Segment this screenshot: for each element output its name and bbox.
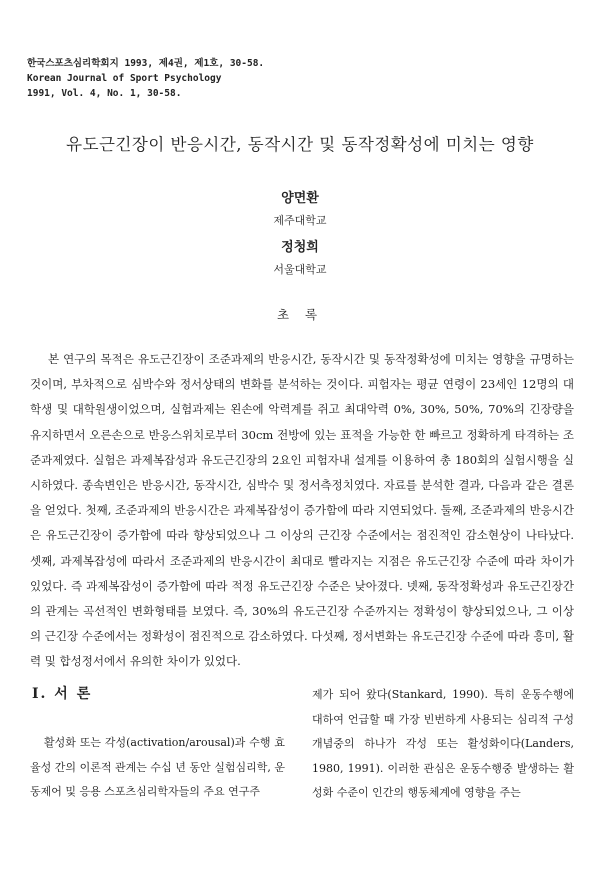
paper-title: 유도근긴장이 반응시간, 동작시간 및 동작정확성에 미치는 영향 (66, 135, 534, 154)
author-affiliation-1: 제주대학교 (273, 214, 327, 227)
right-column (312, 683, 574, 806)
author-name-1: 양면환 (281, 191, 319, 206)
intro-paragraph-right: 제가 되어 왔다(Stankard, 1990). 특히 운동수행에 대하여 언급할 때 가장 빈번하게 사용되는 심리적 구성개념중의 하나가 각성 또는 활성화이다(Landers, 1980, 1991). 이러한 관심은 운동수행중 발생하는 활성화 수준이 인간의 행동체계에 영향을 주는 (312, 688, 574, 799)
journal-line-english: Korean Journal of Sport Psychology (27, 73, 222, 84)
journal-line-korean: 한국스포츠심리학회지 1993, 제4권, 제1호, 30-58. (27, 58, 265, 69)
author-name-2: 정청희 (281, 240, 319, 255)
journal-citation (27, 56, 264, 101)
abstract-text: 본 연구의 목적은 유도근긴장이 조준과제의 반응시간, 동작시간 및 동작정확성에 미치는 영향을 규명하는 것이며, 부차적으로 심박수와 정서상태의 변화를 분석하는 것이다. 피험자는 평균 연령이 23세인 12명의 대학생 및 대학원생이었으며, 실험과제는 왼손에 악력계를 쥐고 최대악력 0%, 30%, 50%, 70%의 긴장량을 유지하면서 오른손으로 반응스위치로부터 30cm 전방에 있는 표적을 가능한 한 빠르고 정확하게 타격하는 조준과제였다. 실험은 과제복잡성과 유도근긴장의 2요인 피험자내 설계를 이용하여 총 180회의 실험시행을 실시하였다. 종속변인은 반응시간, 동작시간, 심박수 및 정서측정치였다. 자료를 분석한 결과, 다음과 같은 결론을 얻었다. 첫째, 조준과제의 반응시간은 과제복잡성이 증가함에 따라 지연되었다. 둘째, 조준과제의 반응시간은 유도근긴장이 증가함에 따라 향상되었으나 그 이상의 근긴장 수준에서는 점진적인 감소현상이 나타났다. 셋째, 과제복잡성에 따라서 조준과제의 반응시간이 최대로 빨라지는 지점은 유도근긴장 수준에 따라 차이가 있었다. 즉 과제복잡성이 증가함에 따라 적정 유도근긴장 수준은 낮아졌다. 넷째, 동작정확성과 유도근긴장간의 관계는 곡선적인 변화형태를 보였다. 즉, 30%의 유도근긴장 수준까지는 정확성이 향상되었으나, 그 이상의 근긴장 수준에서는 정확성이 점진적으로 감소하였다. 다섯째, 정서변화는 유도근긴장 수준에 따라 흥미, 활력 및 합성정서에서 유의한 차이가 있었다. (30, 352, 574, 669)
intro-paragraph-left: 활성화 또는 각성(activation/arousal)과 수행 효율성 간의 이론적 관계는 수십 년 동안 실험심리학, 운동제어 및 응용 스포츠심리학자들의 주요 연구주 (30, 736, 285, 798)
journal-line-volume: 1991, Vol. 4, No. 1, 30-58. (27, 88, 182, 99)
left-column (30, 683, 285, 805)
abstract-heading: 초 록 (276, 307, 324, 322)
section-heading-introduction: Ⅰ. 서 론 (32, 686, 93, 702)
author-affiliation-2: 서울대학교 (273, 263, 327, 276)
